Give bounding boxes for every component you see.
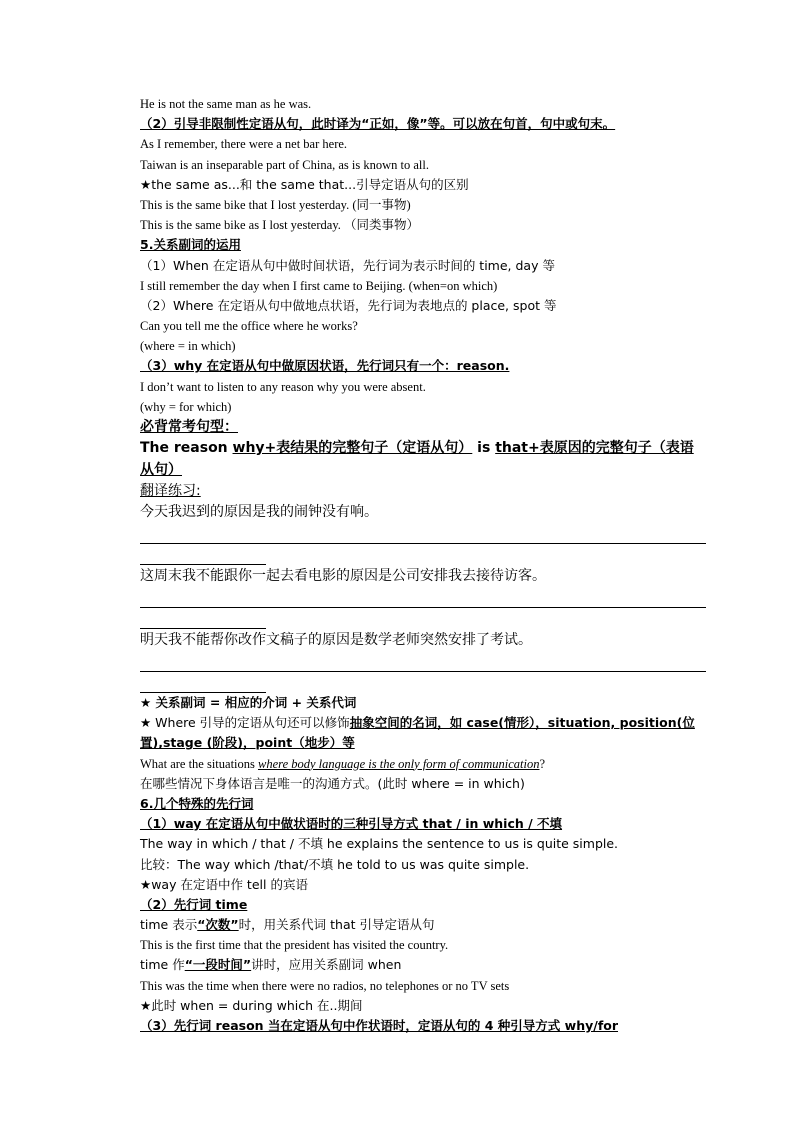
text-line: I still remember the day when I first came to Beijing. (when=on which) [140,278,498,293]
text-line [140,754,706,774]
text-line: Can you tell me the office where he works? [140,319,358,334]
text-line: This is the same bike that I lost yesterday. (同一事物) [140,197,411,212]
text-line: （2）Where 在定语从句中做地点状语，先行词为表地点的 place, spot 等 [140,297,557,313]
section-heading: （1）way 在定语从句中做状语时的三种引导方式 that / in which / 不填 [140,816,563,832]
text-line: 在哪些情况下身体语言是唯一的沟通方式。(此时 where = in which) [140,775,525,791]
text-part: ★ Where 引导的定语从句还可以修饰 [140,715,350,731]
text-line: (where = in which) [140,339,236,354]
sentence-pattern [140,437,706,481]
text-line: ★way 在定语中作 tell 的宾语 [140,876,308,892]
section-heading: （3）why 在定语从句中做原因状语，先行词只有一个：reason. [140,358,510,374]
answer-line [140,587,706,608]
text-line: 比较：The way which /that/不填 he told to us was quite simple. [140,856,530,872]
text-part: “次数” [197,917,239,933]
pattern-part: is [472,440,496,456]
text-line: He is not the same man as he was. [140,97,312,111]
exercise-heading: 翻译练习: [140,483,201,499]
section-heading: （2）引导非限制性定语从句，此时译为“正如，像”等。可以放在句首，句中或句末。 [140,116,616,132]
answer-line [140,651,706,672]
section-heading: （3）先行词 reason 当在定语从句中作状语时，定语从句的 4 种引导方式 why/for [140,1018,619,1034]
exercise-item: 明天我不能帮你改作文稿子的原因是数学老师突然安排了考试。 [140,632,532,648]
text-line: ★此时 when = during which 在..期间 [140,997,363,1013]
text-line: As I remember, there were a net bar here. [140,137,348,152]
text-part: 讲时，应用关系副词 when [251,957,402,973]
text-line [140,713,706,753]
text-line: I don’t want to listen to any reason why you were absent. [140,379,426,394]
text-part: time 作 [140,957,185,973]
text-part: 抽象空间的名词，如 case(情形），situation, position(位置),stage (阶段)，point（地步）等 [140,715,695,751]
text-line: This is the same bike as I lost yesterday. （同类事物） [140,218,420,233]
section-heading: ★ 关系副词 = 相应的介词 + 关系代词 [140,695,357,710]
section-heading: 必背常考句型： [140,419,238,435]
answer-line [140,672,266,693]
text-part: What are the situations [140,756,259,771]
answer-line [140,523,706,544]
exercise-item: 今天我迟到的原因是我的闹钟没有响。 [140,504,378,520]
section-heading: 6.几个特殊的先行词 [140,795,254,811]
section-heading: （2）先行词 time [140,896,248,912]
text-line: This was the time when there were no radios, no telephones or no TV sets [140,978,510,993]
pattern-part: why+表结果的完整句子（定语从句） [232,440,473,456]
text-part: “一段时间” [184,957,252,973]
text-line [140,955,706,975]
text-line: Taiwan is an inseparable part of China, as is known to all. [140,157,429,172]
document-page [140,94,706,1036]
text-line [140,915,706,935]
text-line: （1）When 在定语从句中做时间状语，先行词为表示时间的 time, day 等 [140,257,555,273]
text-part: ? [539,756,546,771]
text-line: This is the first time that the president has visited the country. [140,938,449,953]
exercise-item: 这周末我不能跟你一起去看电影的原因是公司安排我去接待访客。 [140,568,546,584]
pattern-part: The reason [140,440,233,456]
section-heading: 5.关系副词的运用 [140,237,241,253]
text-part: 时，用关系代词 that 引导定语从句 [238,917,435,933]
answer-line [140,544,266,565]
text-line: ★the same as...和 the same that...引导定语从句的区别 [140,176,469,192]
answer-line [140,608,266,629]
text-line: (why = for which) [140,399,232,414]
text-line: The way in which / that / 不填 he explains the sentence to us is quite simple. [140,836,619,852]
text-part: where body language is the only form of communication [258,756,540,771]
text-part: time 表示 [140,917,198,933]
pattern-part: that+表原因的完整句子（表语从句） [140,440,694,478]
